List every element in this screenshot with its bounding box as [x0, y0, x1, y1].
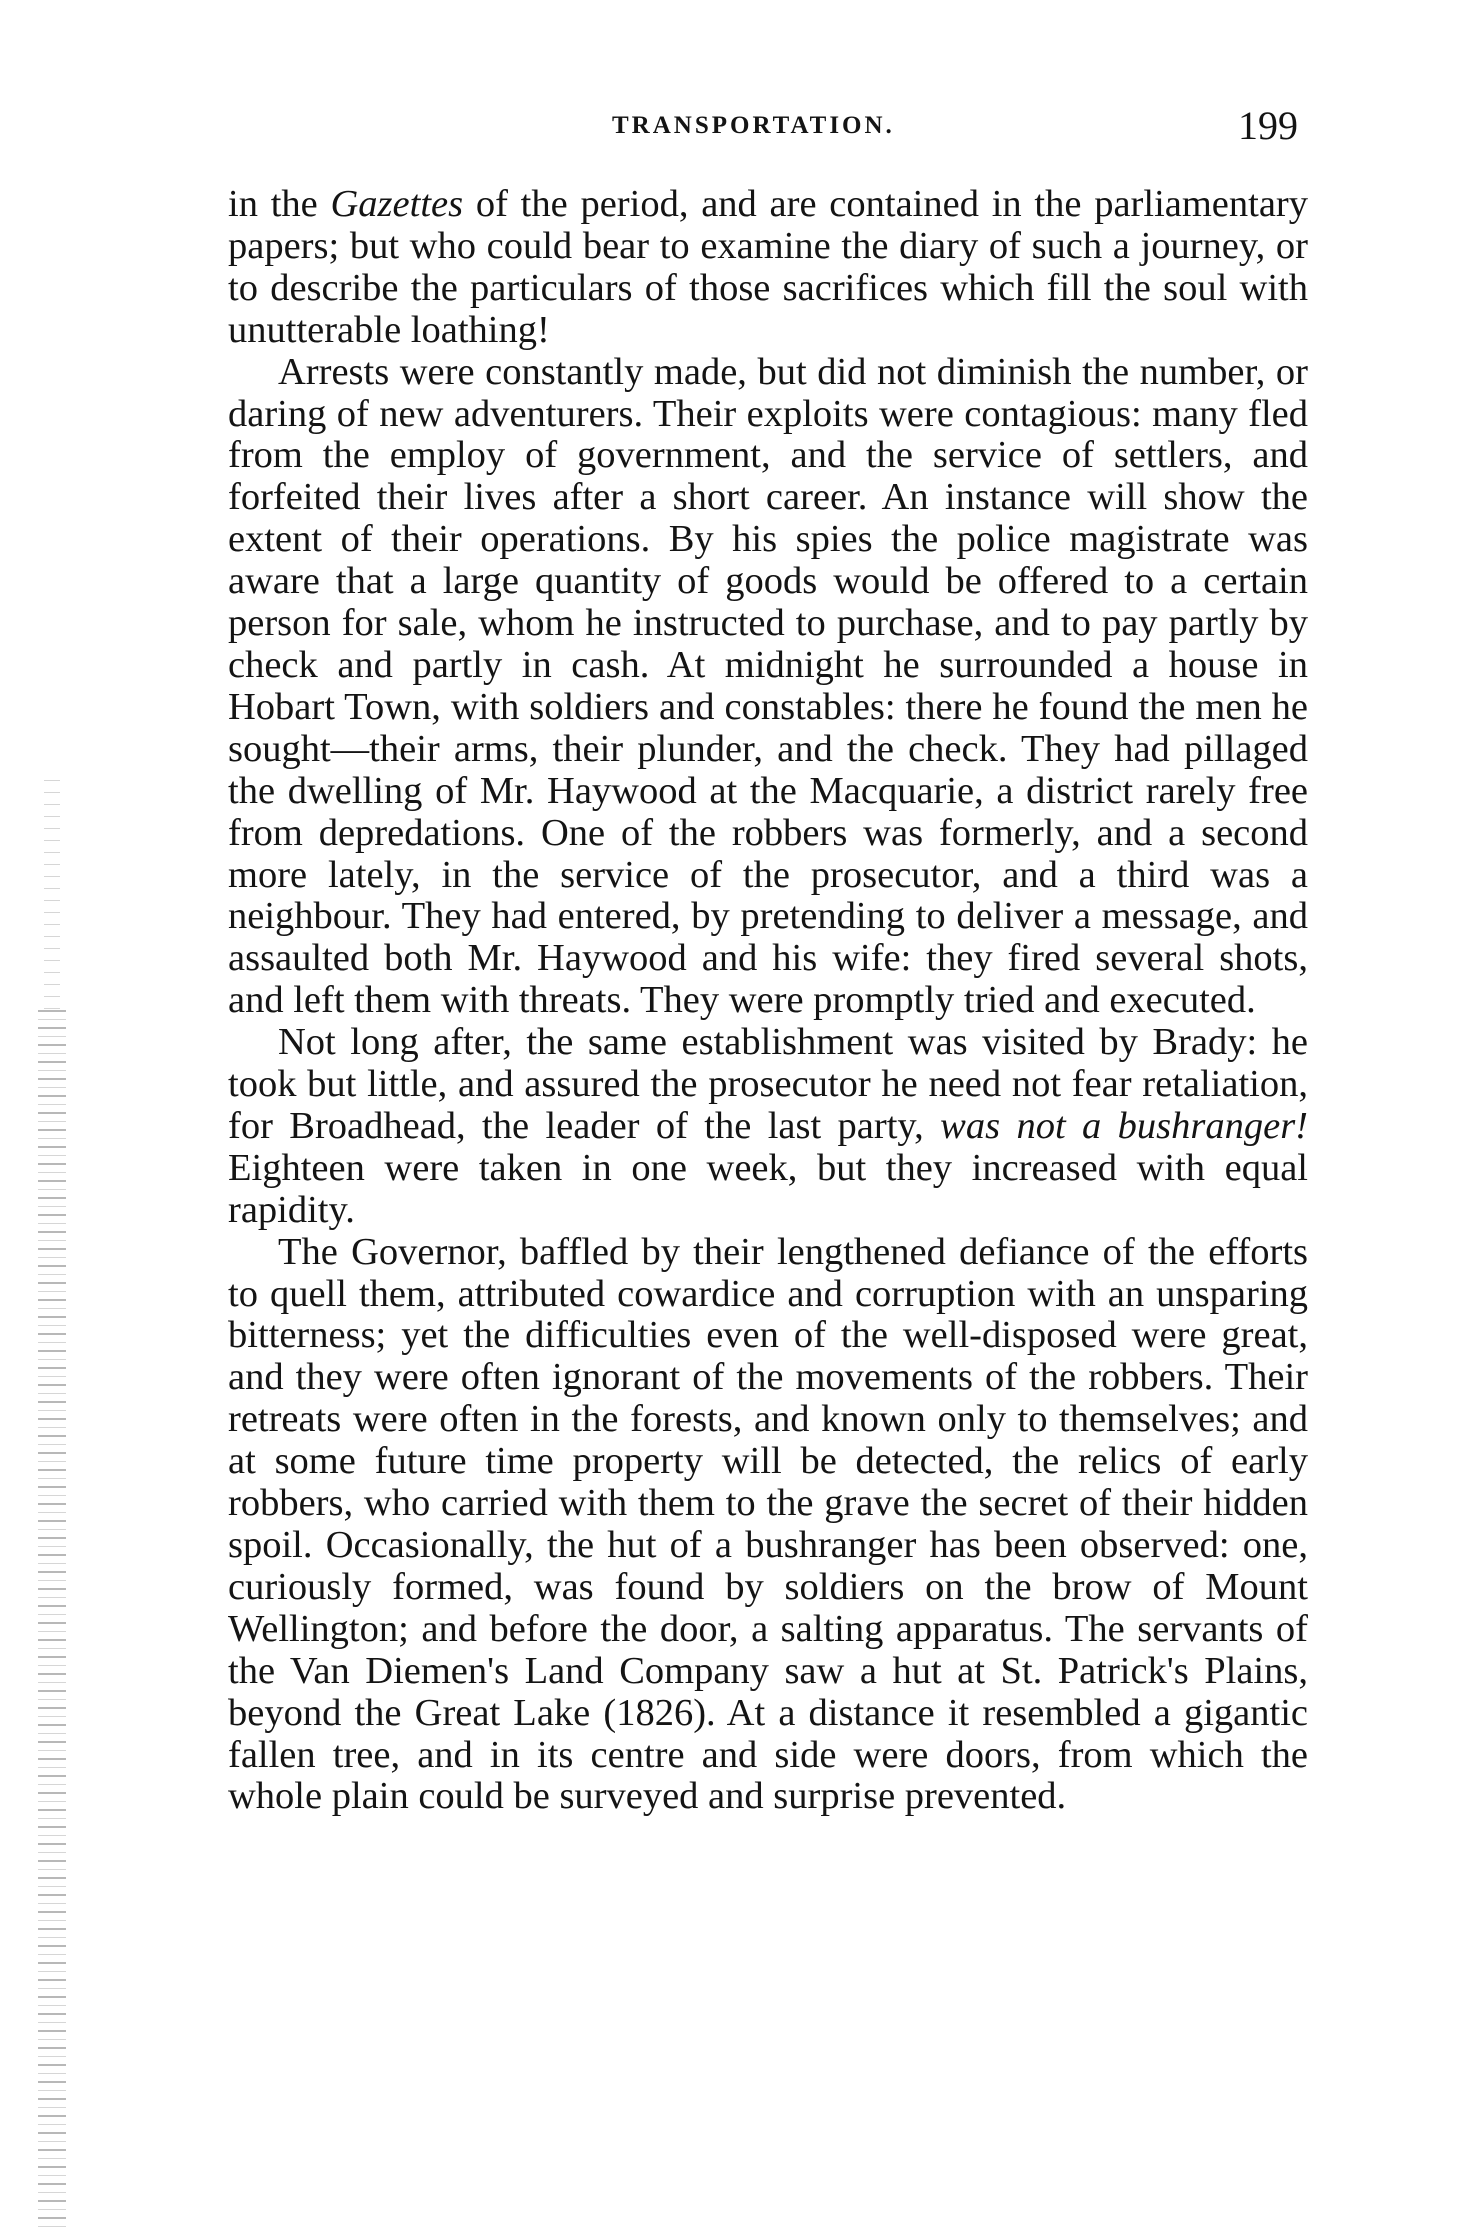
paragraph-1 — [228, 184, 1308, 352]
paragraph-1-end: of the period, and are contained in the parliamentary papers; but who could bear to examine the diary of such a journey, or to describe the particulars of those sacrifices which fill the soul with unutterable loathing! — [228, 183, 1308, 351]
page-number: 199 — [1238, 103, 1298, 148]
paragraph-3-end: Eighteen were taken in one week, but they increased with equal rapidity. — [228, 1146, 1308, 1231]
running-head — [0, 103, 1476, 148]
binding-shadow — [38, 1010, 66, 2231]
paragraph-1-italic: Gazettes — [330, 183, 464, 225]
body-text — [228, 184, 1308, 1818]
binding-shadow-upper — [44, 780, 60, 1010]
paragraph-3-start: Not long after, the same establishment was visited by Brady: he took but little, and assured the prosecutor he need not fear retaliation, for Broadhead, the leader of the last party, — [228, 1021, 1308, 1147]
paragraph-2: Arrests were constantly made, but did not diminish the number, or daring of new adventurers. Their exploits were contagious: many fled from the employ of government, and the service of settlers, and forfeited their lives after a short career. An instance will show the extent of their operations. By his spies the police magistrate was aware that a large quantity of goods would be offered to a certain person for sale, whom he instructed to purchase, and to pay partly by check and partly in cash. At midnight he surrounded a house in Hobart Town, with soldiers and constables: there he found the men he sought—their arms, their plunder, and the check. They had pillaged the dwelling of Mr. Haywood at the Macquarie, a district rarely free from depredations. One of the robbers was formerly, and a second more lately, in the service of the prosecutor, and a third was a neighbour. They had entered, by pretending to deliver a message, and assaulted both Mr. Haywood and his wife: they fired several shots, and left them with threats. They were promptly tried and executed. — [228, 350, 1308, 1022]
paragraph-3-italic: was not a bushranger! — [940, 1104, 1308, 1147]
paragraph-4: The Governor, baffled by their lengthened defiance of the efforts to quell them, attributed cowardice and corruption with an unsparing bitterness; yet the difficulties even of the well-disposed were great, and they were often ignorant of the movements of the robbers. Their retreats were often in the forests, and known only to themselves; and at some future time property will be detected, the relics of early robbers, who carried with them to the grave the secret of their hidden spoil. Occasionally, the hut of a bushranger has been observed: one, curiously formed, was found by soldiers on the brow of Mount Wellington; and before the door, a salting apparatus. The servants of the Van Diemen's Land Company saw a hut at St. Patrick's Plains, beyond the Great Lake (1826). At a distance it resembled a gigantic fallen tree, and in its centre and side were doors, from which the whole plain could be surveyed and surprise prevented. — [228, 1230, 1308, 1818]
paragraph-1-start: in the — [228, 183, 331, 225]
running-title: TRANSPORTATION. — [612, 112, 895, 139]
paragraph-3 — [228, 1022, 1308, 1232]
